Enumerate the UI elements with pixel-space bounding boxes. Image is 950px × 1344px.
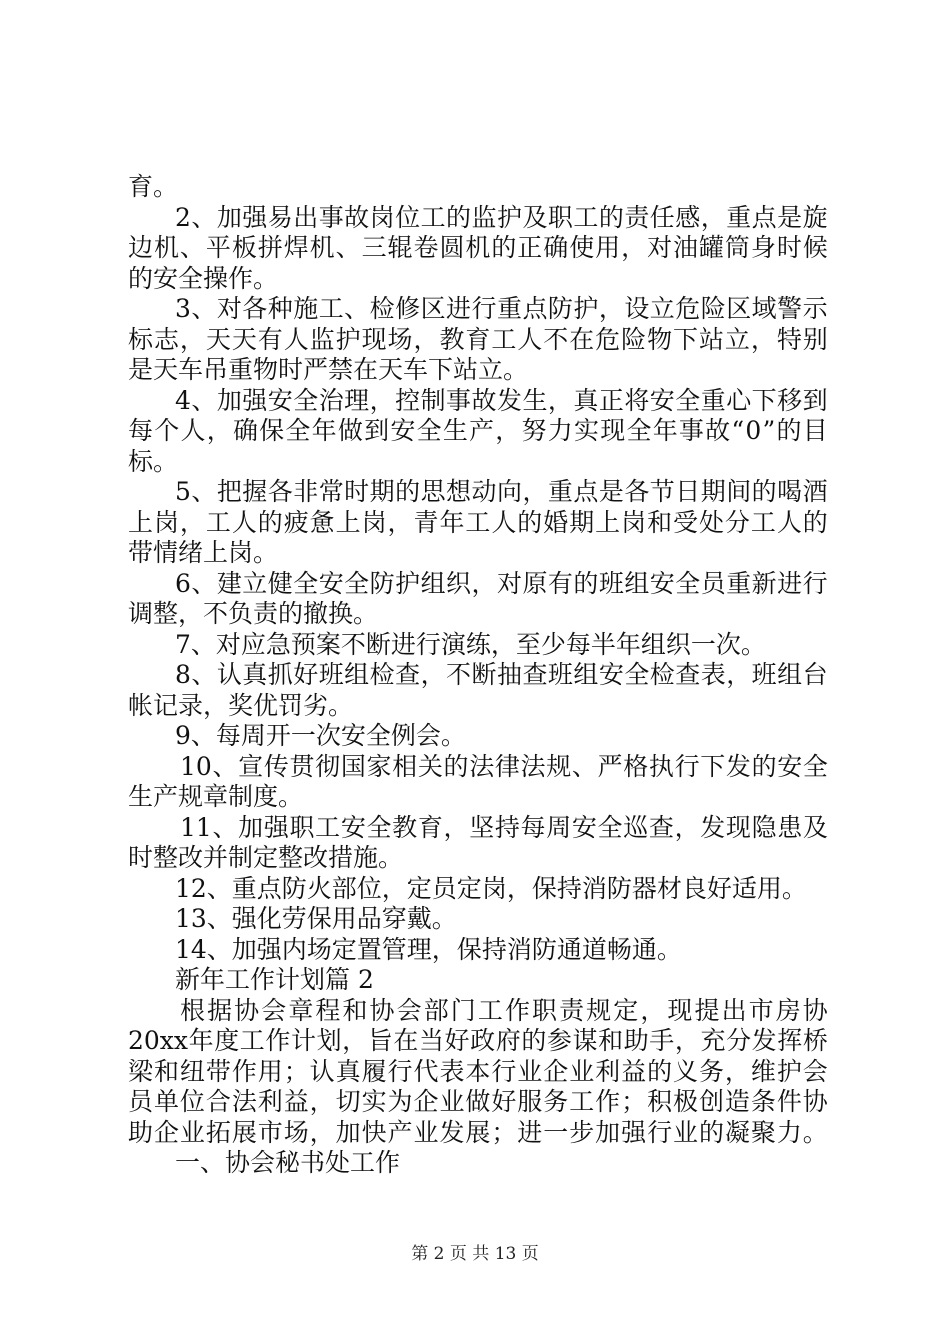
text-line: 每 个 人 ， 确 保 全 年 做 到 安 全 生 产 ， 努 力 实 现 全 年 事 故 “ 0 ” 的 目 (128, 416, 828, 445)
text-line: 上 岗 ， 工 人 的 疲 惫 上 岗 ， 青 年 工 人 的 婚 期 上 岗 和 受 处 分 工 人 的 (128, 507, 828, 537)
text-line: 8 、 认 真 抓 好 班 组 检 查 ， 不 断 抽 查 班 组 安 全 检 查 表 ， 班 组 台 (175, 660, 828, 689)
text-line: 标。 (128, 446, 179, 476)
text-line: 一、协会秘书处工作 (175, 1148, 401, 1177)
text-line: 根 据 协 会 章 程 和 协 会 部 门 工 作 职 责 规 定 ， 现 提 出 市 房 协 (180, 995, 828, 1025)
document-body (128, 172, 828, 1179)
text-line: 调整，不负责的撤换。 (128, 599, 379, 628)
text-line: 新年工作计划篇 2 (175, 965, 374, 994)
text-line: 梁 和 纽 带 作 用 ； 认 真 履 行 代 表 本 行 业 企 业 利 益 的 义 务 ， 维 护 会 (128, 1056, 828, 1086)
text-line: 3 、 对 各 种 施 工 、 检 修 区 进 行 重 点 防 护 ， 设 立 危 险 区 域 警 示 (175, 294, 828, 323)
text-line: 边 机 、 平 板 拼 焊 机 、 三 辊 卷 圆 机 的 正 确 使 用 ， 对 油 罐 筒 身 时 候 (128, 233, 828, 262)
text-line: 5 、 把 握 各 非 常 时 期 的 思 想 动 向 ， 重 点 是 各 节 日 期 间 的 喝 酒 (175, 477, 828, 506)
text-line: 助 企 业 拓 展 市 场 ， 加 快 产 业 发 展 ； 进 一 步 加 强 行 业 的 凝 聚 力 。 (128, 1117, 828, 1147)
text-line: 4 、 加 强 安 全 治 理 ， 控 制 事 故 发 生 ， 真 正 将 安 全 重 心 下 移 到 (175, 385, 828, 415)
text-line: 9、每周开一次安全例会。 (175, 721, 466, 750)
text-line: 20xx 年 度 工 作 计 划 ， 旨 在 当 好 政 府 的 参 谋 和 助 手 ， 充 分 发 挥 桥 (128, 1026, 828, 1055)
text-line: 11 、 加 强 职 工 安 全 教 育 ， 坚 持 每 周 安 全 巡 查 ， 发 现 隐 患 及 (180, 812, 828, 842)
text-line: 是天车吊重物时严禁在天车下站立。 (128, 355, 529, 384)
text-line: 帐记录，奖优罚劣。 (128, 690, 354, 720)
text-line: 标 志 ， 天 天 有 人 监 护 现 场 ， 教 育 工 人 不 在 危 险 物 下 站 立 ， 特 别 (128, 324, 828, 354)
text-line: 14、加强内场定置管理，保持消防通道畅通。 (175, 934, 682, 964)
text-line: 13、强化劳保用品穿戴。 (175, 904, 457, 933)
text-line: 10 、 宣 传 贯 彻 国 家 相 关 的 法 律 法 规 、 严 格 执 行 下 发 的 安 全 (180, 751, 828, 781)
text-line: 的安全操作。 (128, 263, 279, 293)
text-line: 员 单 位 合 法 利 益 ， 切 实 为 企 业 做 好 服 务 工 作 ； 积 极 创 造 条 件 协 (128, 1087, 828, 1116)
page-number-label: 第 2 页 共 13 页 (411, 1244, 539, 1264)
text-line: 2 、 加 强 易 出 事 故 岗 位 工 的 监 护 及 职 工 的 责 任 感 ， 重 点 是 旋 (175, 202, 828, 232)
text-line: 7、对应急预案不断进行演练，至少每半年组织一次。 (175, 629, 766, 659)
text-line: 生产规章制度。 (128, 782, 304, 811)
text-line: 带情绪上岗。 (128, 538, 279, 567)
text-line: 育。 (128, 172, 179, 201)
text-line: 12、重点防火部位，定员定岗，保持消防器材良好适用。 (175, 873, 807, 903)
page-footer (0, 1244, 950, 1264)
text-line: 时整改并制定整改措施。 (128, 843, 404, 872)
text-line: 6 、 建 立 健 全 安 全 防 护 组 织 ， 对 原 有 的 班 组 安 全 员 重 新 进 行 (175, 568, 828, 598)
